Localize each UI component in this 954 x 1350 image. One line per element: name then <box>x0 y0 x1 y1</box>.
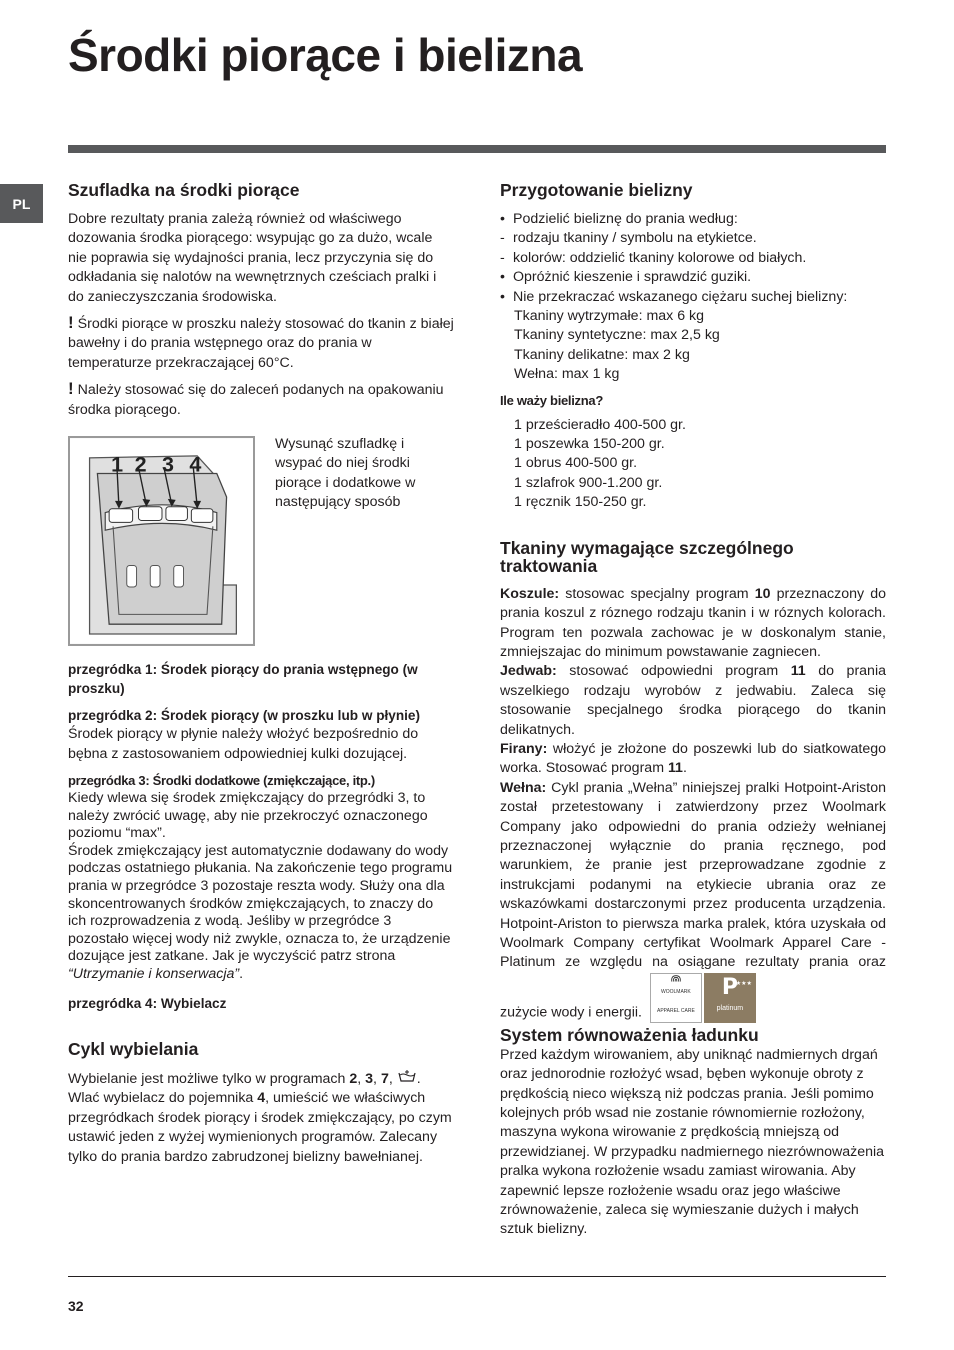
wool-paragraph: Wełna: Cykl prania „Wełna” niniejszej pralki Hotpoint-Ariston został przetestowany i zatwierdzony przez Woolmark Company jako odpowiedni do prania odzieży wełnianej przeznaczonej wyłącznie do prania ręcznego, pod warunkiem, że pranie jest przeprowadzane zgodnie z instrukcjami podanymi na etykiecie ubrania oraz ze wskazówkami dostarczonymi przez producenta urządzenia. Hotpoint-Ariston to pierwsza marka pralek, która uzyskała od Woolmark Company certyfikat Woolmark Apparel Care - Platinum ze względu na osiągane rezultaty prania oraz zużycie wody i energii. WOOLMARK APPAREL CARE ★★★ P platinum <box>500 779 886 1023</box>
woolmark-icon <box>662 974 690 983</box>
right-column <box>500 180 886 1240</box>
compartment-3-heading: przegródka 3: Środki dodatkowe (zmiękczające, itp.) <box>68 773 375 789</box>
list-item: • Opróżnić kieszenie i sprawdzić guziki. <box>500 269 752 286</box>
weight-item: 1 ręcznik 150-250 gr. <box>514 494 647 511</box>
warning-icon: ! <box>68 379 74 399</box>
compartment-label-1: 1 <box>111 452 124 477</box>
compartment-3-text-2: Środek zmiękczający jest automatycznie dodawany do wody podczas ostatniego płukania. Na zakończenie tego programu prania w przegródce 3 pozostaje reszta wody. Służy ona dla skoncentrowanych środków zmiękczających, to znaczy do ich rozprowadzenia z wodą. Jeśliby w przegródce 3 pozostało więcej wody niż zwykle, oznacza to, że urządzenie dozujące jest zatkane. Jak je wyczyścić patrz strona “Utrzymanie i konserwacja”. <box>68 842 453 983</box>
shirts-paragraph: Koszule: stosowac specjalny program 10 przeznaczony do prania koszul z róznego rodzaju tkanin i w róznych kolorach. Program ten pozwala zachowac je w doskonalym stanie, zmniejszajac do minimum powstawanie zagniecen. <box>500 585 887 660</box>
woolmark-logo: WOOLMARK APPAREL CARE <box>650 973 702 1023</box>
compartment-3-text: Kiedy wlewa się środek zmiękczający do przegródki 3, to należy zwrócić uwagę, aby nie przekroczyć oznaczonego poziomu “max”. <box>68 790 428 842</box>
silk-paragraph: Jedwab: stosować odpowiedni program 11 do prania wszelkiego rodzaju wyrobów z jedwabiu. Zaleca się stosowanie specjalnego środka piorącego do tkanin delikatnych. <box>500 663 886 738</box>
load-balance-paragraph: Przed każdym wirowaniem, aby uniknąć nadmiernych drgań oraz jednorodnie rozłożyć wsad, bęben wykonuje obroty z prędkością nieco większą niż podczas prania. Jeśli pomimo kolejnych prób wsad nie zostanie równomiernie rozłożony, maszyna wykona wirowanie z prędkością mniejszą od przewidzianej. W przypadku nadmiernego niezrównoważenia pralka wykona rozłożenie wsadu zamiast wirowania. Aby zapewnić lepsze rozłożenie wsadu oraz jego właściwe zrównoważenie, zaleca się wymieszanie dużych i małych sztuk bielizny. <box>500 1046 885 1238</box>
compartment-2-text: Środek piorący w płynie należy włożyć bezpośrednio do bębna z zastosowaniem odpowiedniej kulki dozującej. <box>68 726 419 762</box>
limit-item: Wełna: max 1 kg <box>514 366 620 383</box>
section-heading-special-fabrics: Tkaniny wymagające szczególnego traktowania <box>500 537 794 576</box>
limit-item: Tkaniny syntetyczne: max 2,5 kg <box>514 327 720 344</box>
bleach-paragraph: Wybielanie jest możliwe tylko w programach 2, 3, 7, . Wlać wybielacz do pojemnika 4, umieścić we właściwych przegródkach środek piorący i środek zmiękczający, po czym ustawić jeden z wyżej wymienionych programów. Zalecany tylko do prania bardzo zabrudzonej bielizny bawełnianej. <box>68 1071 452 1165</box>
prep-list <box>500 210 886 307</box>
paragraph: Dobre rezultaty prania zależą również od właściwego dozowania środka piorącego: wsypując go za dużo, wcale nie poprawia się wydajności prania, lecz przyczynia się do odkładania się nalotów na wewnętrznych cześciach pralki i do zanieczyszczania środowiska. <box>68 211 437 305</box>
compartment-label-3: 3 <box>161 452 174 477</box>
page-number: 32 <box>68 1298 84 1314</box>
section-heading-detergent-drawer: Szufladka na środki piorące <box>68 180 300 200</box>
drawer-drawing <box>70 438 253 644</box>
section-heading-load-balance: System równoważenia ładunku <box>500 1024 759 1045</box>
title-rule <box>68 145 886 153</box>
weight-heading: Ile waży bielizna? <box>500 392 603 408</box>
left-column <box>68 180 454 1167</box>
certification-logos <box>650 973 756 1023</box>
weight-item: 1 poszewka 150-200 gr. <box>514 436 665 453</box>
warning-icon: ! <box>68 313 74 333</box>
compartment-label-4: 4 <box>189 452 202 477</box>
compartment-label-2: 2 <box>134 452 147 477</box>
maintenance-reference: “Utrzymanie i konserwacja” <box>68 966 240 983</box>
drawer-instruction: Wysunąć szufladkę i wsypać do niej środki piorące i dodatkowe w następujący sposób <box>275 436 416 511</box>
weight-item: 1 szlafrok 900-1.200 gr. <box>514 474 663 491</box>
list-item: - kolorów: oddzielić tkaniny kolorowe od białych. <box>500 249 807 266</box>
compartment-2-heading: przegródka 2: Środek piorący (w proszku lub w płynie) <box>68 707 420 723</box>
drawer-figure-row <box>68 436 454 646</box>
list-item: - rodzaju tkaniny / symbolu na etykietce. <box>500 230 757 247</box>
footer-rule <box>68 1276 886 1277</box>
weight-list <box>500 416 886 513</box>
weight-limits <box>500 307 886 385</box>
limit-item: Tkaniny wytrzymałe: max 6 kg <box>514 308 705 325</box>
page-title: Środki piorące i bielizna <box>68 29 583 81</box>
bleach-program-icon <box>397 1071 417 1087</box>
section-heading-laundry-prep: Przygotowanie bielizny <box>500 180 693 200</box>
list-item: • Podzielić bieliznę do prania według: <box>500 211 738 227</box>
section-heading-bleach-cycle: Cykl wybielania <box>68 1039 199 1060</box>
language-tab: PL <box>0 184 43 223</box>
weight-item: 1 prześcieradło 400-500 gr. <box>514 416 686 433</box>
weight-item: 1 obrus 400-500 gr. <box>514 455 638 472</box>
detergent-drawer-illustration <box>68 436 255 646</box>
curtains-paragraph: Firany: włożyć je złożone do poszewki lub do siatkowatego worka. Stosować program 11. <box>500 740 886 777</box>
compartment-1-heading: przegródka 1: Środek piorący do prania wstępnego (w proszku) <box>68 662 418 697</box>
list-item: • Nie przekraczać wskazanego ciężaru suchej bielizny: <box>500 288 848 305</box>
limit-item: Tkaniny delikatne: max 2 kg <box>514 346 690 363</box>
platinum-logo: ★★★ P platinum <box>704 973 756 1023</box>
compartment-4-heading: przegródka 4: Wybielacz <box>68 995 227 1011</box>
warning-paragraph: ! Należy stosować się do zaleceń podanych na opakowaniu środka piorącego. <box>68 379 444 418</box>
warning-paragraph: ! Środki piorące w proszku należy stosować do tkanin z białej bawełny i do prania wstępnego oraz do prania w temperaturze przekraczającej 60°C. <box>68 313 454 371</box>
